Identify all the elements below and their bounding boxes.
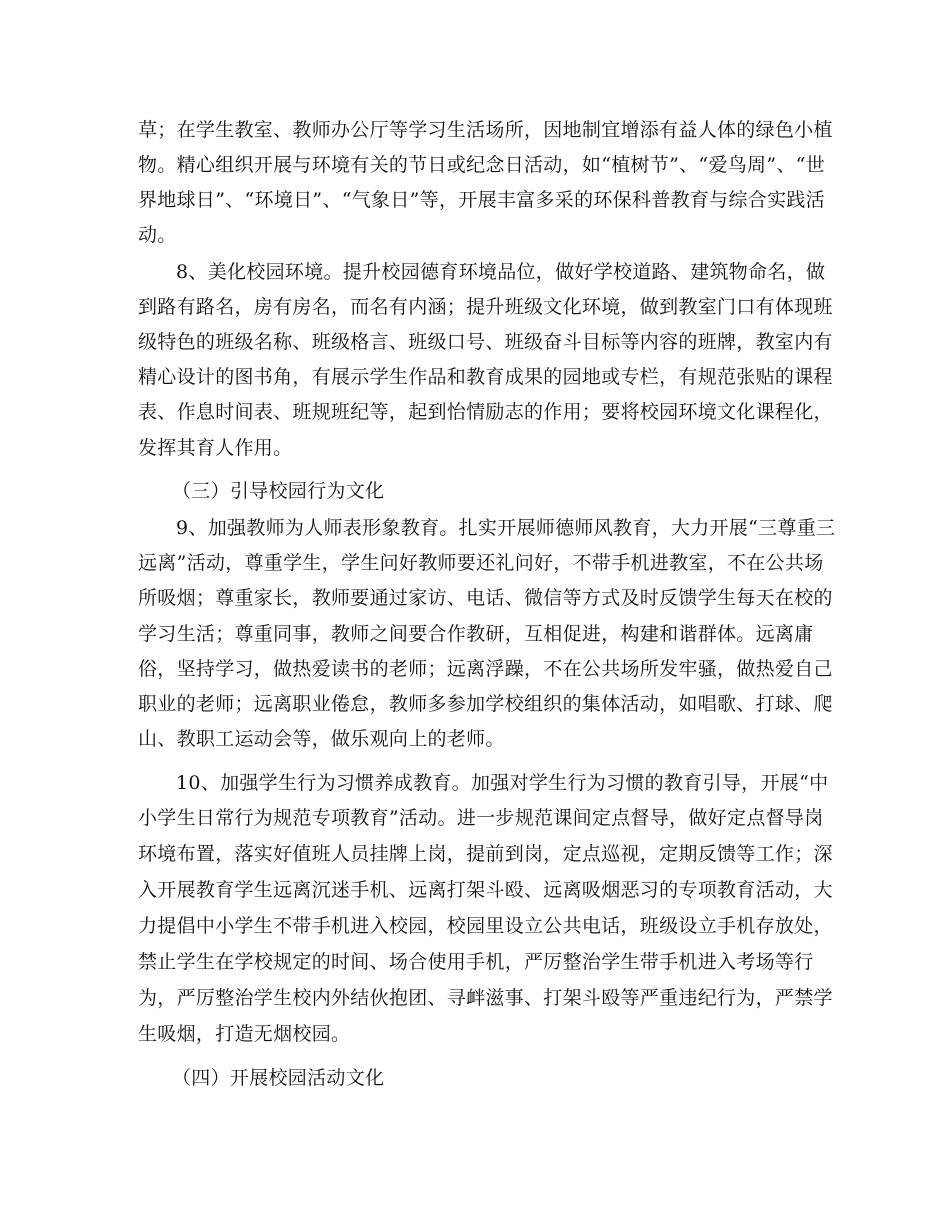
text-line: 发挥其育人作用。 [138,437,293,459]
text-line: 物。精心组织开展与环境有关的节日或纪念日活动，如“植树节”、“爱鸟周”、“世 [138,154,825,176]
paragraph-8-first-line: 8、美化校园环境。提升校园德育环境品位，做好学校道路、建筑物命名，做 [176,261,826,283]
text-line: 精心设计的图书角，有展示学生作品和教育成果的园地或专栏，有规范张贴的课程 [138,366,833,388]
section-heading-4: （四）开展校园活动文化 [172,1067,385,1089]
text-line: 到路有路名，房有房名，而名有内涵；提升班级文化环境，做到教室门口有体现班 [138,296,833,318]
text-line: 禁止学生在学校规定的时间、场合使用手机，严厉整治学生带手机进入考场等行 [138,951,814,973]
text-line: 学习生活；尊重同事，教师之间要合作教研，互相促进，构建和谐群体。远离庸 [138,623,814,645]
text-line: 生吸烟，打造无烟校园。 [138,1023,351,1045]
paragraph-9-first-line: 9、加强教师为人师表形象教育。扎实开展师德师风教育，大力开展“三尊重三 [176,517,836,539]
text-line: 表、作息时间表、班规班纪等，起到怡情励志的作用；要将校园环境文化课程化， [138,401,833,423]
text-line: 俗，坚持学习，做热爱读书的老师；远离浮躁，不在公共场所发牢骚，做热爱自己 [138,658,833,680]
text-line: 级特色的班级名称、班级格言、班级口号、班级奋斗目标等内容的班牌，教室内有 [138,331,833,353]
paragraph-10-first-line: 10、加强学生行为习惯养成教育。加强对学生行为习惯的教育引导，开展“中 [176,772,829,794]
text-line: 入开展教育学生远离沉迷手机、远离打架斗殴、远离吸烟恶习的专项教育活动，大 [138,879,833,901]
text-line: 环境布置，落实好值班人员挂牌上岗，提前到岗，定点巡视，定期反馈等工作；深 [138,843,833,865]
text-line: 力提倡中小学生不带手机进入校园，校园里设立公共电话，班级设立手机存放处， [138,915,833,937]
text-line: 小学生日常行为规范专项教育”活动。进一步规范课间定点督导，做好定点督导岗 [138,807,824,829]
text-line: 界地球日”、“环境日”、“气象日”等，开展丰富多采的环保科普教育与综合实践活 [138,189,825,211]
text-line: 草；在学生教室、教师办公厅等学习生活场所，因地制宜增添有益人体的绿色小植 [138,119,833,141]
section-heading-3: （三）引导校园行为文化 [172,480,385,502]
text-line: 动。 [138,224,177,246]
text-line: 远离”活动，尊重学生，学生问好教师要还礼问好，不带手机进教室，不在公共场 [138,552,824,574]
text-line: 山、教职工运动会等，做乐观向上的老师。 [138,728,505,750]
text-line: 所吸烟；尊重家长，教师要通过家访、电话、微信等方式及时反馈学生每天在校的 [138,587,833,609]
text-line: 职业的老师；远离职业倦怠，教师多参加学校组织的集体活动，如唱歌、打球、爬 [138,693,833,715]
text-line: 为，严厉整治学生校内外结伙抱团、寻衅滋事、打架斗殴等严重违纪行为，严禁学 [138,987,833,1009]
